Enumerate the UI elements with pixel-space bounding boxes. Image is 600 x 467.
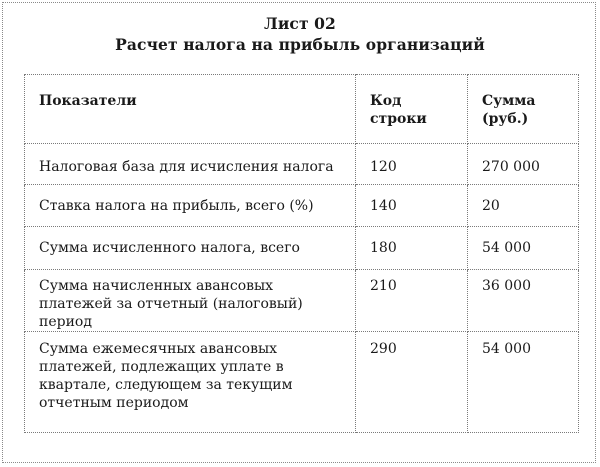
indicator-cell: Ставка налога на прибыль, всего (%) xyxy=(25,185,356,227)
table-header-row xyxy=(25,75,579,144)
line-code-cell: 290 xyxy=(356,332,468,433)
column-header-line-code: Код строки xyxy=(356,75,468,144)
table-row xyxy=(25,144,579,185)
amount-cell: 270 000 xyxy=(468,144,579,185)
table-row xyxy=(25,227,579,270)
column-header-indicator: Показатели xyxy=(25,75,356,144)
document-title: Расчет налога на прибыль организаций xyxy=(115,35,485,54)
column-header-amount: Сумма (руб.) xyxy=(468,75,579,144)
amount-cell: 20 xyxy=(468,185,579,227)
table-row xyxy=(25,185,579,227)
indicator-cell: Налоговая база для исчисления налога xyxy=(25,144,356,185)
amount-cell: 36 000 xyxy=(468,270,579,332)
sheet-number: Лист 02 xyxy=(264,14,336,33)
table-row xyxy=(25,332,579,433)
indicator-cell: Сумма начисленных авансовых платежей за отчетный (налоговый) период xyxy=(25,270,356,332)
tax-calculation-table xyxy=(24,74,579,433)
line-code-cell: 210 xyxy=(356,270,468,332)
amount-cell: 54 000 xyxy=(468,332,579,433)
line-code-cell: 180 xyxy=(356,227,468,270)
indicator-cell: Сумма исчисленного налога, всего xyxy=(25,227,356,270)
amount-cell: 54 000 xyxy=(468,227,579,270)
indicator-cell: Сумма ежемесячных авансовых платежей, подлежащих уплате в квартале, следующем за текущим отчетным периодом xyxy=(25,332,356,433)
table-row xyxy=(25,270,579,332)
line-code-cell: 120 xyxy=(356,144,468,185)
line-code-cell: 140 xyxy=(356,185,468,227)
